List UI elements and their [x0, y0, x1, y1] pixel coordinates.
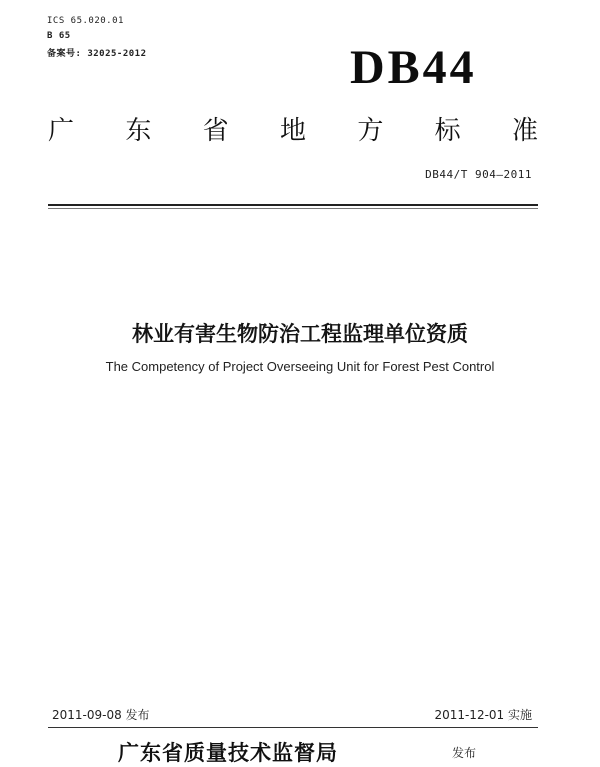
standard-type-title: [48, 110, 538, 147]
issuing-authority-suffix: 发布: [452, 746, 477, 760]
document-title-english: The Competency of Project Overseeing Unit for Forest Pest Control: [105, 359, 495, 374]
standard-type-char: 省: [202, 116, 229, 146]
issuing-authority: 广东省质量技术监督局: [118, 740, 338, 765]
record-number: 备案号: 32025-2012: [47, 49, 147, 59]
standard-type-char: 东: [125, 116, 152, 146]
standard-type-char: 准: [511, 116, 538, 146]
classification-code: B 65: [47, 31, 71, 41]
footer-rule: [48, 727, 538, 728]
document-title-chinese: 林业有害生物防治工程监理单位资质: [132, 322, 468, 346]
standard-type-char: 方: [357, 116, 384, 146]
standard-code: DB44/T 904—2011: [425, 168, 532, 181]
standard-type-char: 地: [279, 116, 306, 146]
db44-logo: DB44: [350, 41, 477, 94]
issue-date: 2011-09-08 发布: [52, 708, 150, 722]
header-rule-thin: [48, 208, 538, 209]
standard-type-char: 标: [434, 116, 461, 146]
header-rule: [48, 204, 538, 206]
implementation-date: 2011-12-01 实施: [434, 708, 532, 722]
ics-code: ICS 65.020.01: [47, 16, 124, 26]
standard-type-char: 广: [48, 116, 75, 146]
